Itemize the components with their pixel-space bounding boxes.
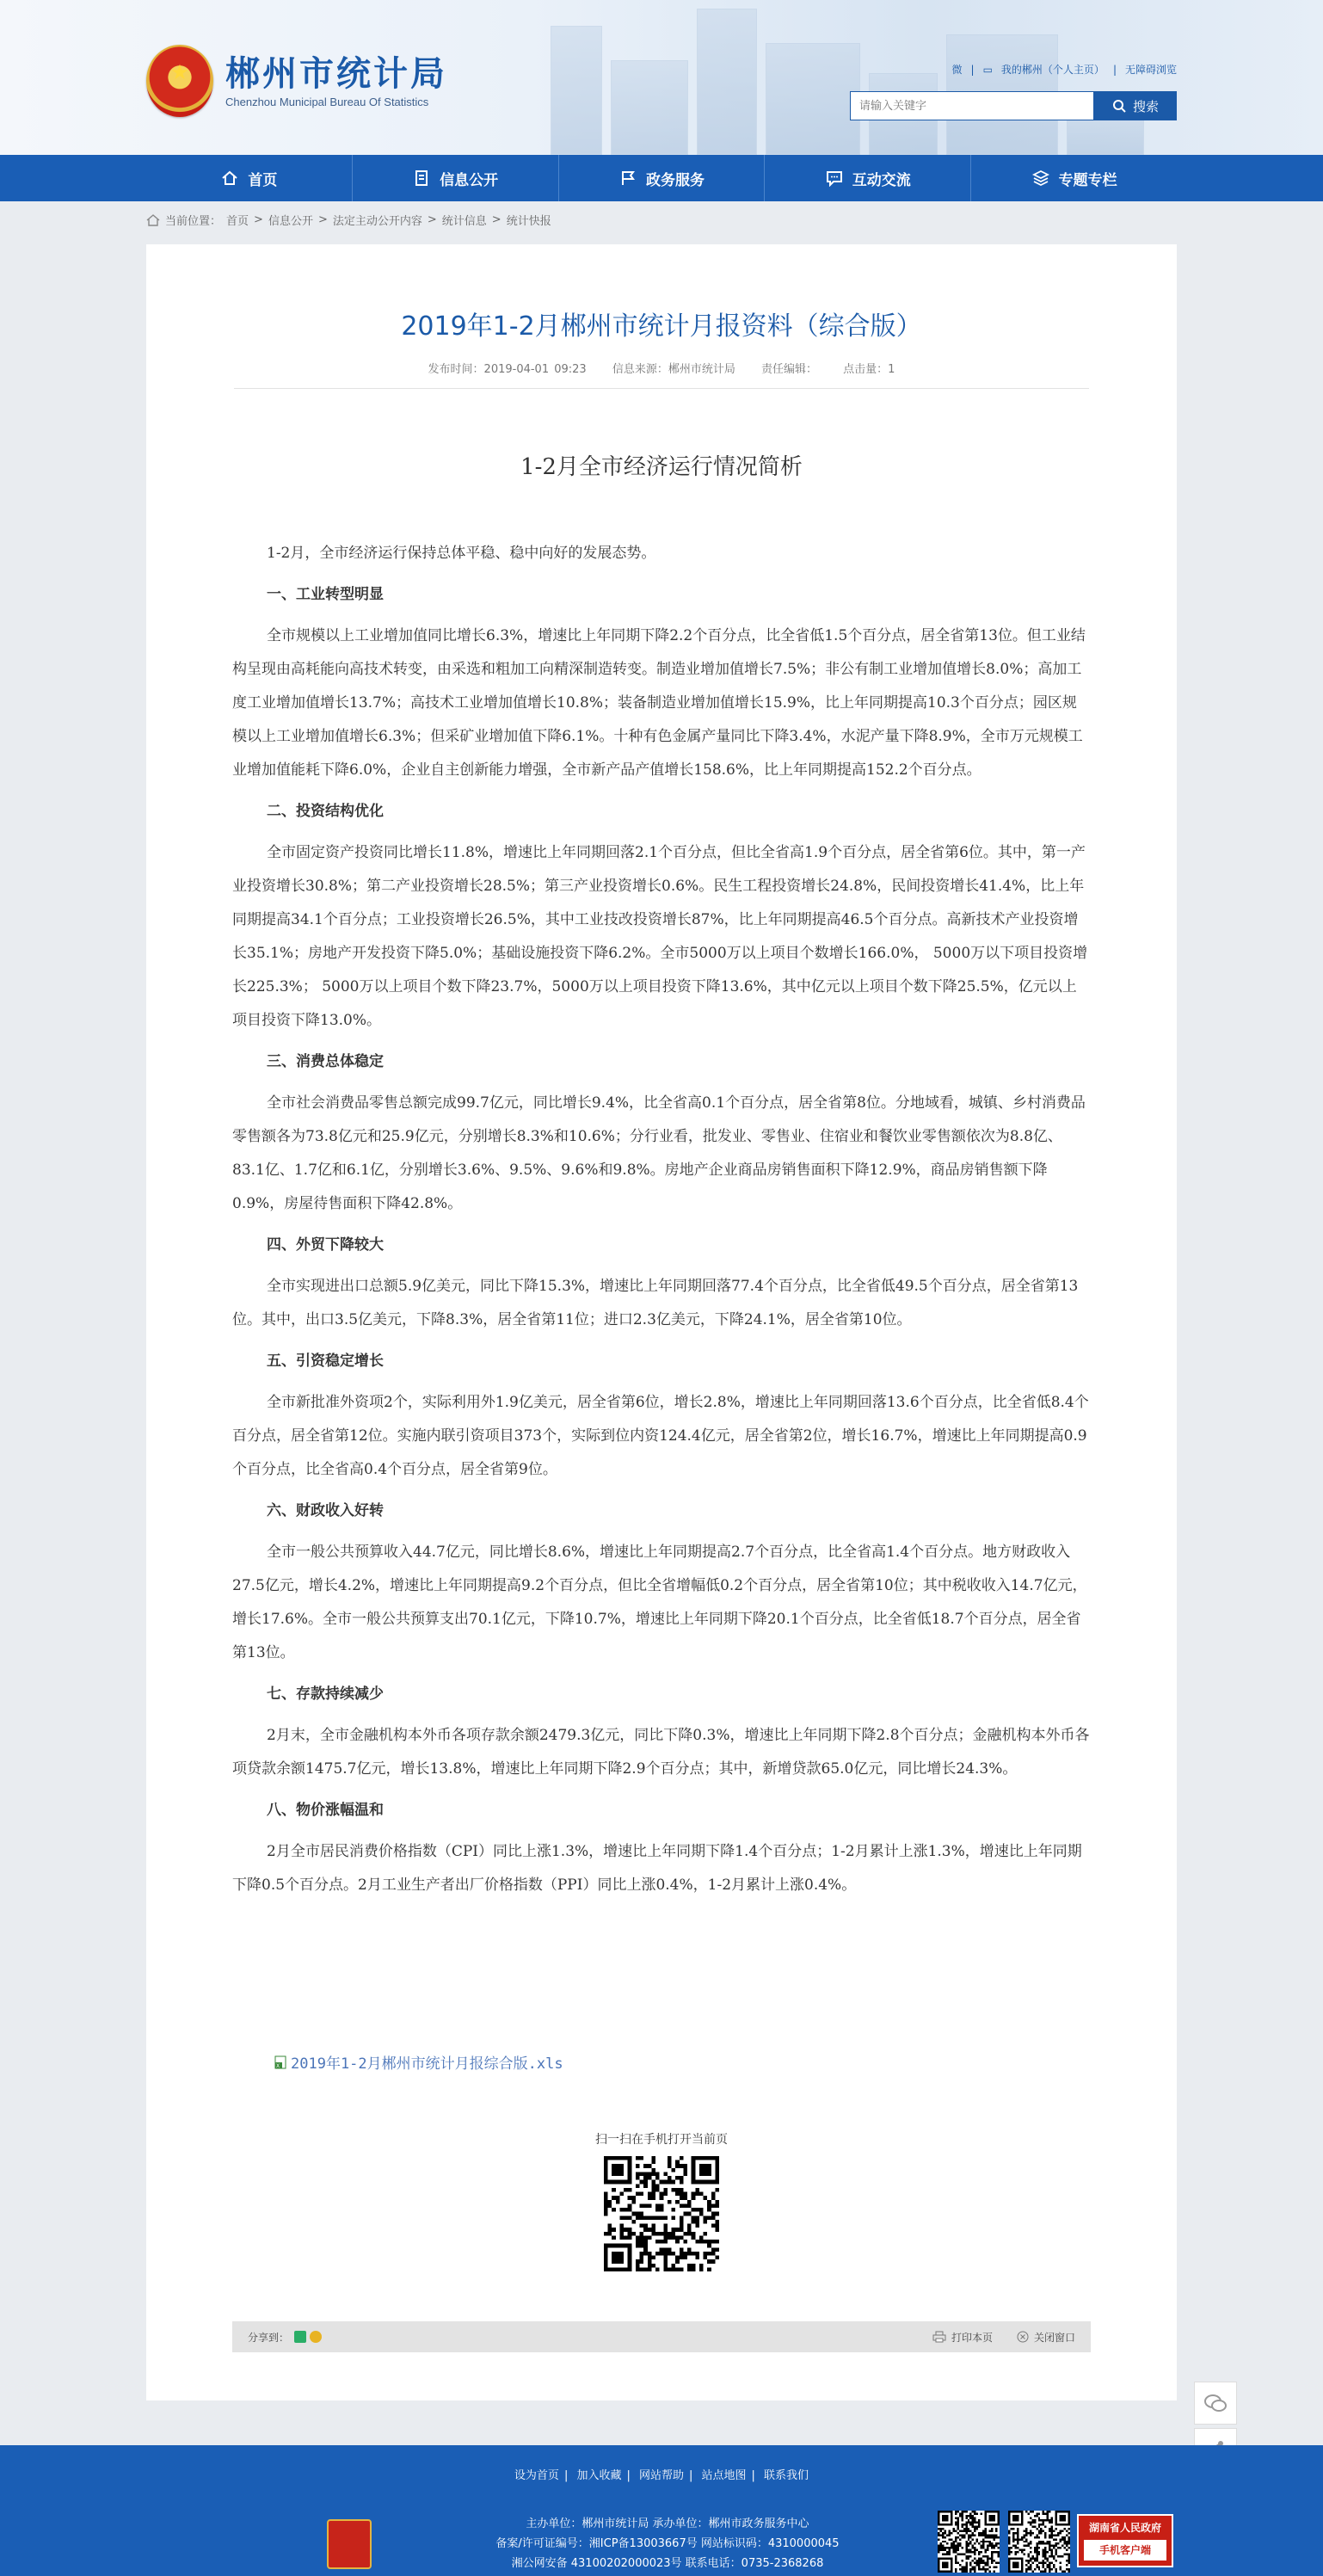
search-button-label: 搜索 [1132, 98, 1159, 114]
breadcrumb-link[interactable]: 首页 [226, 215, 249, 228]
site-name-en: Chenzhou Municipal Bureau Of Statistics [225, 95, 429, 108]
breadcrumb-sep: > [254, 213, 263, 226]
site-header [0, 0, 1323, 155]
search-input[interactable] [850, 91, 1094, 120]
section-heading: 七、存款持续减少 [267, 1685, 384, 1703]
qr-code-icon [604, 2156, 719, 2271]
wechat-icon [1203, 2393, 1228, 2413]
breadcrumb-sep: > [427, 213, 437, 226]
article-title: 2019年1-2月郴州市统计月报资料（综合版） [401, 311, 922, 342]
publish-time: 发布时间：2019-04-01 09:23 [428, 363, 587, 376]
print-button[interactable] [932, 2330, 993, 2345]
nav-item-label: 信息公开 [440, 171, 499, 189]
footer-qr-code-icon [938, 2511, 1000, 2573]
header-decoration [766, 43, 860, 155]
paragraph: 全市新批准外资项2个，实际利用外1.9亿美元，居全省第6位，增长2.8%，增速比上年同期回落13.6个百分点，比全省低8.4个百分点，居全省第12位。实施内联引资项目373个，实际到位内资124.4亿元，居全省第2位，增长16.7%，增速比上年同期提高0.9个百分点，比全省高0.4个百分点，居全省第9位。 [232, 1394, 1089, 1478]
breadcrumb-link[interactable]: 法定主动公开内容 [332, 215, 422, 228]
breadcrumb-prefix: 当前位置： [165, 215, 222, 228]
breadcrumb-link[interactable]: 统计快报 [506, 215, 551, 228]
site-footer [0, 2445, 1323, 2576]
header-decoration [551, 26, 602, 155]
article-meta [146, 360, 1177, 376]
share-label: 分享到： [248, 2331, 290, 2344]
paragraph: 2月末，全市金融机构本外币各项存款余额2479.3亿元，同比下降0.3%，增速比上年同期下降2.8个百分点；金融机构本外币各项贷款余额1475.7亿元，增长13.8%，增速比上年同期下降2.9个百分点；其中，新增贷款65.0亿元，同比增长24.3%。 [232, 1727, 1090, 1778]
divider [234, 388, 1089, 389]
party-gov-emblem-icon[interactable] [327, 2519, 372, 2569]
breadcrumb-link[interactable]: 统计信息 [441, 215, 487, 228]
view-count: 点击量：1 [843, 363, 895, 376]
footer-qr-code-icon [1008, 2511, 1070, 2573]
close-icon [1017, 2331, 1029, 2343]
section-heading: 五、引资稳定增长 [267, 1353, 384, 1370]
nav-item-label: 互动交流 [852, 171, 911, 189]
flag-icon [618, 169, 637, 188]
nav-item-label: 专题专栏 [1058, 171, 1117, 189]
hunan-gov-app-badge[interactable] [1077, 2514, 1173, 2567]
monitor-icon: ▭ [982, 63, 993, 76]
weibo-share-icon[interactable] [310, 2331, 322, 2343]
footer-sponsor: 主办单位：郴州市统计局 承办单位：郴州市政务服务中心 [526, 2517, 809, 2530]
breadcrumb-link[interactable]: 信息公开 [268, 215, 313, 228]
my-chenzhou-link[interactable]: 我的郴州（个人主页） [1000, 64, 1105, 76]
footer-link[interactable]: 设为首页 [514, 2469, 559, 2482]
accessible-link[interactable]: 无障碍浏览 [1124, 64, 1177, 76]
attachment-name: 2019年1-2月郴州市统计月报综合版.xls [291, 2055, 563, 2073]
footer-icp: 备案/许可证编号：湘ICP备13003667号 网站标识码：4310000045 [495, 2537, 840, 2550]
home-icon [146, 214, 160, 226]
top-links: 微 | ▭ 我的郴州（个人主页） | 无障碍浏览 [951, 63, 1177, 76]
excel-file-icon [274, 2055, 287, 2069]
nav-item-label: 政务服务 [645, 171, 705, 189]
nav-item-services[interactable] [559, 155, 766, 201]
footer-link[interactable]: 加入收藏 [576, 2469, 622, 2482]
footer-link[interactable]: 站点地图 [701, 2469, 747, 2482]
article-body [232, 537, 1091, 1910]
nav-item-interaction[interactable] [765, 155, 971, 201]
info-source: 信息来源：郴州市统计局 [612, 363, 735, 376]
nav-item-topics[interactable] [971, 155, 1177, 201]
editor: 责任编辑： [761, 363, 818, 376]
footer-info [409, 2514, 926, 2573]
svg-text:X: X [276, 2062, 280, 2069]
search-box [850, 91, 1177, 120]
close-window-button[interactable] [1017, 2330, 1075, 2345]
section-heading: 一、工业转型明显 [267, 586, 384, 603]
qr-label: 扫一扫在手机打开当前页 [595, 2133, 728, 2147]
site-logo[interactable] [146, 45, 447, 117]
header-decoration [697, 9, 757, 155]
home-icon [220, 169, 239, 188]
footer-link[interactable]: 联系我们 [764, 2469, 809, 2482]
section-heading: 三、消费总体稳定 [267, 1053, 384, 1070]
nav-item-home[interactable] [146, 155, 353, 201]
wechat-float-button[interactable] [1194, 2382, 1237, 2425]
paragraph: 全市一般公共预算收入44.7亿元，同比增长8.6%，增速比上年同期提高2.7个百分点，比全省高1.4个百分点。地方财政收入27.5亿元，增长4.2%，增速比上年同期提高9.2个百分点，但比全省增幅低0.2个百分点，居全省第10位；其中税收收入14.7亿元，增长17.6%。全市一般公共预算支出70.1亿元，下降10.7%，增速比上年同期下降20.1个百分点，比全省低18.7个百分点，居全省第13位。 [232, 1544, 1087, 1661]
section-heading: 二、投资结构优化 [267, 803, 384, 820]
search-button[interactable] [1094, 91, 1177, 120]
wechat-link[interactable]: 微 [951, 64, 963, 76]
breadcrumb [146, 212, 551, 228]
share-bar [232, 2321, 1091, 2352]
article-panel [146, 244, 1177, 2400]
printer-icon [932, 2331, 946, 2343]
wechat-share-icon[interactable] [294, 2331, 306, 2343]
print-label: 打印本页 [951, 2331, 993, 2344]
gov-badge-line1: 湖南省人民政府 [1088, 2522, 1161, 2534]
main-nav [0, 155, 1323, 201]
national-emblem-icon [146, 45, 213, 117]
nav-item-label: 首页 [248, 171, 278, 189]
section-heading: 六、财政收入好转 [267, 1502, 384, 1519]
paragraph: 1-2月，全市经济运行保持总体平稳、稳中向好的发展态势。 [267, 545, 656, 562]
footer-police: 湘公网安备 43100202000023号 联系电话：0735-2368268 [511, 2557, 824, 2570]
document-icon [412, 169, 431, 188]
section-heading: 八、物价涨幅温和 [267, 1802, 384, 1819]
gov-badge-line2: 手机客户端 [1084, 2540, 1166, 2561]
paragraph: 全市规模以上工业增加值同比增长6.3%，增速比上年同期下降2.2个百分点，比全省低1.5个百分点，居全省第13位。但工业结构呈现由高耗能向高技术转变，由采选和粗加工向精深制造转变。制造业增加值增长7.5%；非公有制工业增加值增长8.0%；高加工度工业增加值增长13.7%；高技术工业增加值增长10.8%；装备制造业增加值增长15.9%，比上年同期提高10.3个百分点；园区规模以上工业增加值增长6.3%；但采矿业增加值下降6.1%。十种有色金属产量同比下降3.4%，水泥产量下降8.9%，全市万元规模工业增加值能耗下降6.0%，企业自主创新能力增强，全市新产品产值增长158.6%，比上年同期提高152.2个百分点。 [232, 627, 1086, 779]
search-icon [1112, 99, 1126, 113]
header-decoration [611, 60, 688, 155]
chat-icon [825, 169, 844, 188]
breadcrumb-sep: > [491, 213, 502, 226]
footer-link[interactable]: 网站帮助 [638, 2469, 684, 2482]
close-label: 关闭窗口 [1033, 2331, 1075, 2344]
paragraph: 全市固定资产投资同比增长11.8%，增速比上年同期回落2.1个百分点，但比全省高1.9个百分点，居全省第6位。其中，第一产业投资增长30.8%；第二产业投资增长28.5%；第三产业投资增长0.6%。民生工程投资增长24.8%，民间投资增长41.4%，比上年同期提高34.1个百分点；工业投资增长26.5%，其中工业技改投资增长87%，比上年同期提高46.5个百分点。高新技术产业投资增长35.1%；房地产开发投资下降5.0%；基础设施投资下降6.2%。全市5000万以上项目个数增长166.0%， 5000万以下项目投资增长225.3%； 5000万以上项目个数下降23.7%，5000万以上项目投资下降13.6%，其中亿元以上项目个数下降25.5%，亿元以上项目投资下降13.0%。 [232, 844, 1088, 1029]
site-name: 郴州市统计局 [225, 53, 447, 94]
paragraph: 全市社会消费品零售总额完成99.7亿元，同比增长9.4%，比全省高0.1个百分点，居全省第8位。分地域看，城镇、乡村消费品零售额各为73.8亿元和25.9亿元，分别增长8.3%和10.6%；分行业看，批发业、零售业、住宿业和餐饮业零售额依次为8.8亿、83.1亿、1.7亿和6.1亿，分别增长3.6%、9.5%、9.6%和9.8%。房地产企业商品房销售面积下降12.9%，商品房销售额下降0.9%，房屋待售面积下降42.8%。 [232, 1094, 1086, 1212]
paragraph: 2月全市居民消费价格指数（CPI）同比上涨1.3%，增速比上年同期下降1.4个百分点；1-2月累计上涨1.3%，增速比上年同期下降0.5个百分点。2月工业生产者出厂价格指数（PPI）同比上涨0.4%，1-2月累计上涨0.4%。 [232, 1843, 1082, 1894]
paragraph: 全市实现进出口总额5.9亿美元，同比下降15.3%，增速比上年同期回落77.4个百分点，比全省低49.5个百分点，居全省第13位。其中，出口3.5亿美元，下降8.3%，居全省第11位；进口2.3亿美元，下降24.1%，居全省第10位。 [232, 1278, 1079, 1328]
nav-item-info-public[interactable] [353, 155, 559, 201]
footer-links: 设为首页 | 加入收藏 | 网站帮助 | 站点地图 | 联系我们 [514, 2469, 809, 2482]
section-heading: 四、外贸下降较大 [267, 1236, 384, 1254]
breadcrumb-sep: > [317, 213, 328, 226]
layers-icon [1031, 169, 1050, 188]
attachment-link[interactable] [274, 2051, 563, 2073]
article-subtitle: 1-2月全市经济运行情况简析 [520, 454, 803, 480]
